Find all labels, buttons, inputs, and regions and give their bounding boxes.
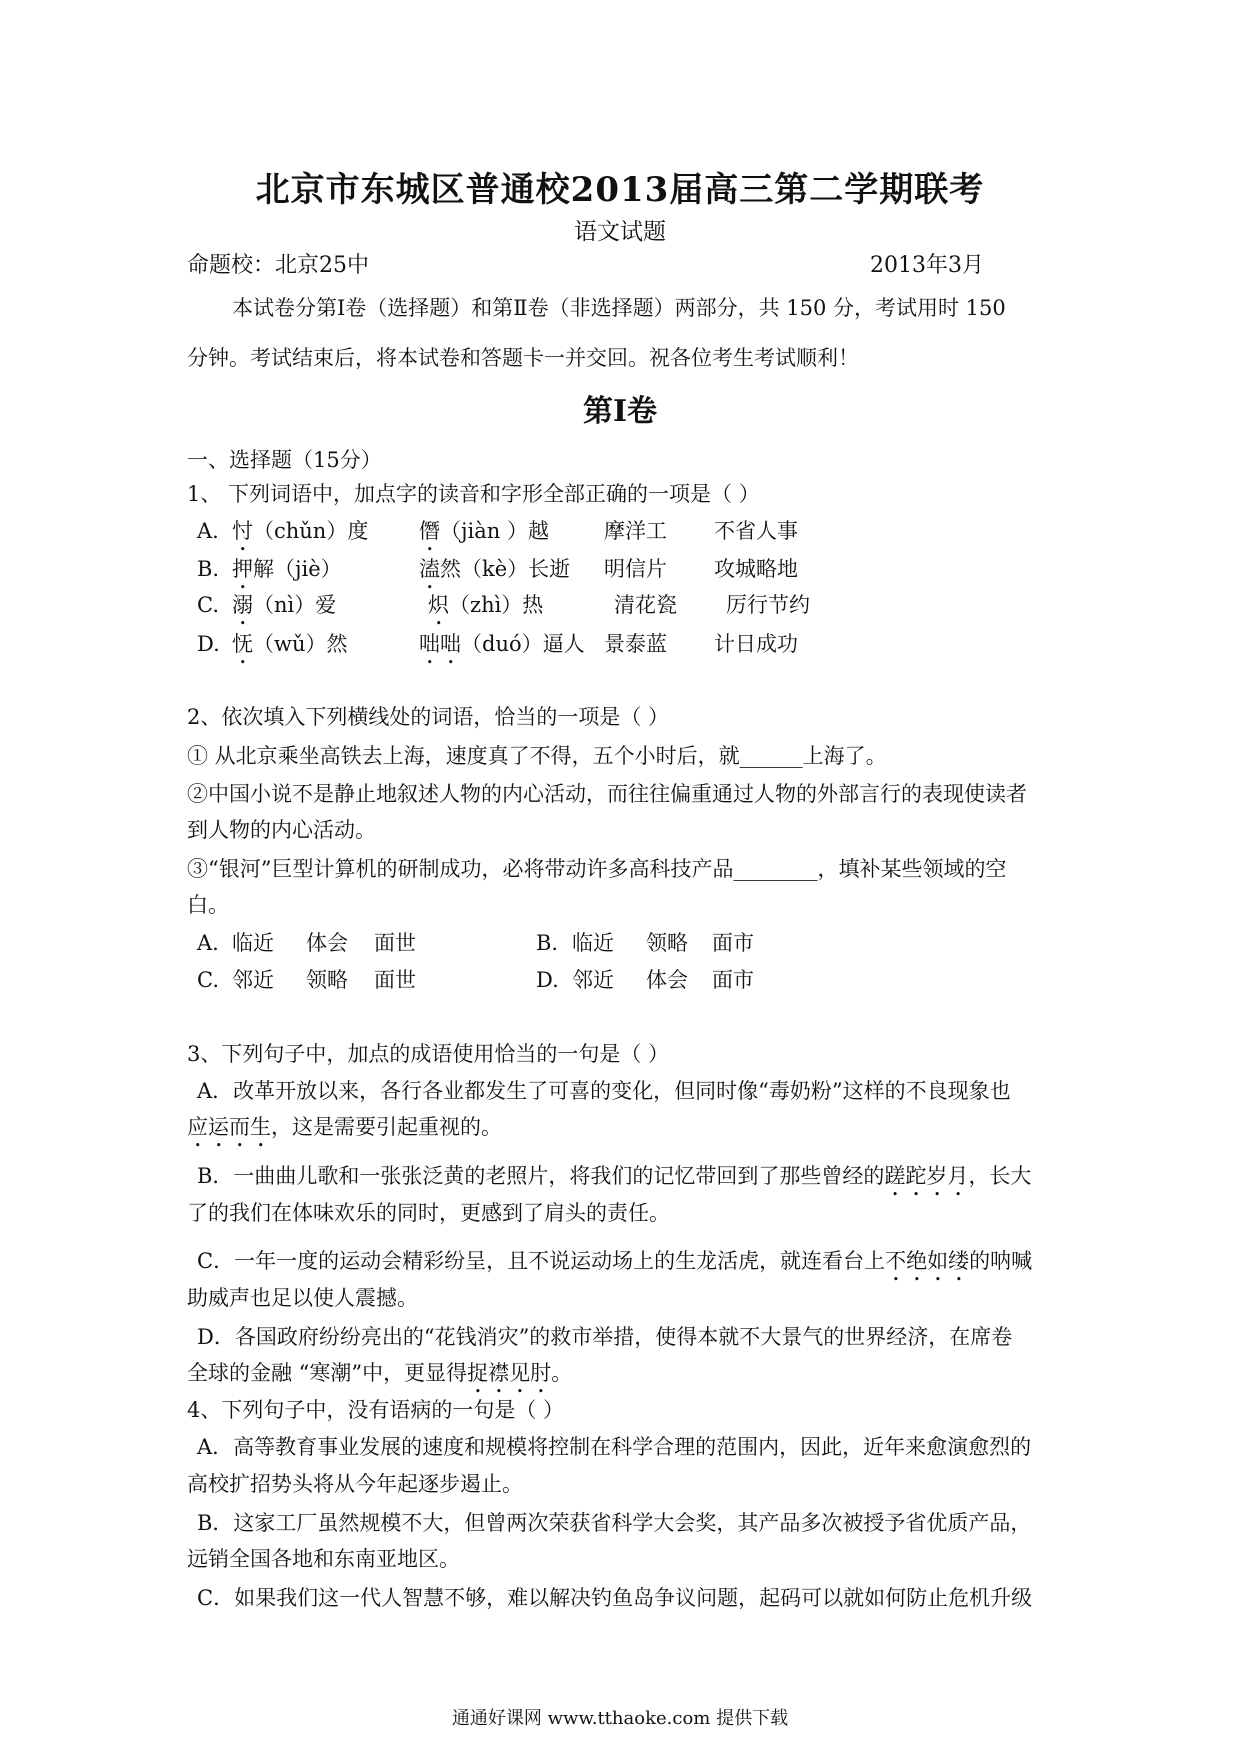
page-subtitle: 语文试题 <box>574 219 666 245</box>
dotted-idiom: 蹉跎岁月 <box>884 1164 969 1188</box>
q2-sentence-3-line-2: 白。 <box>187 893 229 917</box>
q4-option-a-line-1: A．高等教育事业发展的速度和规模将控制在科学合理的范围内，因此，近年来愈演愈烈的 <box>197 1435 1032 1459</box>
page-footer: 通通好课网 www.tthaoke.com 提供下载 <box>451 1708 789 1729</box>
option-word-1: 忖（chǔn）度 <box>232 519 369 543</box>
q4-option-c-line-1: C．如果我们这一代人智慧不够，难以解决钓鱼岛争议问题，起码可以就如何防止危机升级 <box>197 1586 1033 1610</box>
q4-option-a-line-2: 高校扩招势头将从今年起逐步遏止。 <box>187 1472 523 1496</box>
q3-option-a-line-1: A．改革开放以来，各行各业都发生了可喜的变化，但同时像“毒奶粉”这样的不良现象也 <box>197 1079 1011 1103</box>
dotted-idiom: 捉襟见肘 <box>467 1361 552 1385</box>
option-word-2: 咄咄（duó）逼人 <box>419 632 585 656</box>
q2-sentence-2-line-1: ②中国小说不是静止地叙述人物的内心活动，而往往偏重通过人物的外部言行的表现使读者 <box>187 782 1027 806</box>
option-letter: C. <box>197 593 219 617</box>
dotted-idiom: 应运而生 <box>187 1115 271 1139</box>
option-word-1: 押解（jiè） <box>232 557 342 581</box>
q3-option-d-line-2: 全球的金融 “寒潮”中，更显得捉襟见肘。 <box>187 1361 573 1385</box>
q2-sentence-1: ① 从北京乘坐高铁去上海，速度真了不得，五个小时后，就______上海了。 <box>187 744 887 768</box>
q3-option-c-line-2: 助威声也足以使人震撼。 <box>187 1286 418 1310</box>
option-word-3: 面世 <box>374 968 416 992</box>
option-letter: D. <box>197 632 220 656</box>
option-word-1: 临近 <box>572 931 614 955</box>
q3-option-c-line-1: C．一年一度的运动会精彩纷呈，且不说运动场上的生龙活虎，就连看台上不绝如缕的呐喊 <box>197 1249 1033 1273</box>
option-letter: B. <box>197 557 220 581</box>
q2-sentence-2-line-2: 到人物的内心活动。 <box>187 818 376 842</box>
exam-date: 2013年3月 <box>870 253 984 278</box>
intro-line-1: 本试卷分第Ⅰ卷（选择题）和第Ⅱ卷（非选择题）两部分，共 150 分，考试用时 150 <box>232 296 1006 320</box>
option-word-1: 怃（wǔ）然 <box>232 632 348 656</box>
question-4-stem: 4、下列句子中，没有语病的一句是（ ） <box>187 1398 565 1422</box>
option-word-4: 不省人事 <box>714 519 798 543</box>
option-word-1: 溺（nì）爱 <box>232 593 337 617</box>
question-3-stem: 3、下列句子中，加点的成语使用恰当的一句是（ ） <box>187 1042 670 1066</box>
section-heading: 一、选择题（15分） <box>187 448 382 472</box>
question-1-stem: 1、 下列词语中，加点字的读音和字形全部正确的一项是（ ） <box>187 482 760 506</box>
question-2-stem: 2、依次填入下列横线处的词语，恰当的一项是（ ） <box>187 705 670 729</box>
option-word-2: 僭（jiàn ）越 <box>419 519 549 543</box>
intro-line-2: 分钟。考试结束后，将本试卷和答题卡一并交回。祝各位考生考试顺利！ <box>187 346 859 370</box>
option-letter: A. <box>197 931 219 955</box>
option-word-2: 体会 <box>646 968 688 992</box>
q4-option-b-line-2: 远销全国各地和东南亚地区。 <box>187 1547 460 1571</box>
option-word-4: 计日成功 <box>714 632 798 656</box>
option-word-4: 厉行节约 <box>726 593 810 617</box>
option-word-2: 溘然（kè）长逝 <box>419 557 571 581</box>
school-label: 命题校：北京25中 <box>187 253 369 278</box>
option-word-3: 面世 <box>374 931 416 955</box>
option-letter: C. <box>197 968 219 992</box>
option-word-4: 攻城略地 <box>714 557 798 581</box>
option-word-3: 明信片 <box>604 557 667 581</box>
option-word-3: 景泰蓝 <box>604 632 667 656</box>
option-letter: A. <box>197 519 219 543</box>
q3-option-d-line-1: D．各国政府纷纷亮出的“花钱消灾”的救市举措，使得本就不大景气的世界经济，在席卷 <box>197 1325 1013 1349</box>
option-word-3: 摩洋工 <box>604 519 667 543</box>
option-word-2: 领略 <box>646 931 688 955</box>
option-word-1: 临近 <box>232 931 274 955</box>
page-title: 北京市东城区普通校2013届高三第二学期联考 <box>255 170 985 210</box>
option-word-3: 清花瓷 <box>614 593 677 617</box>
option-word-2: 领略 <box>306 968 348 992</box>
volume-title: 第Ⅰ卷 <box>582 394 658 429</box>
q3-option-b-line-2: 了的我们在体味欢乐的同时，更感到了肩头的责任。 <box>187 1201 670 1225</box>
q4-option-b-line-1: B．这家工厂虽然规模不大，但曾两次荣获省科学大会奖，其产品多次被授予省优质产品， <box>197 1511 1032 1535</box>
option-word-2: 炽（zhì）热 <box>428 593 544 617</box>
option-word-1: 邻近 <box>232 968 274 992</box>
dotted-idiom: 不绝如缕 <box>885 1249 970 1273</box>
option-letter: B. <box>536 931 559 955</box>
option-word-2: 体会 <box>306 931 348 955</box>
q2-sentence-3-line-1: ③“银河”巨型计算机的研制成功，必将带动许多高科技产品________，填补某些领域的空 <box>187 857 1007 881</box>
option-word-3: 面市 <box>712 968 754 992</box>
q3-option-b-line-1: B．一曲曲儿歌和一张张泛黄的老照片，将我们的记忆带回到了那些曾经的蹉跎岁月，长大 <box>197 1164 1032 1188</box>
option-word-3: 面市 <box>712 931 754 955</box>
option-word-1: 邻近 <box>572 968 614 992</box>
q3-option-a-line-2: 应运而生，这是需要引起重视的。 <box>187 1115 502 1139</box>
option-letter: D. <box>536 968 559 992</box>
